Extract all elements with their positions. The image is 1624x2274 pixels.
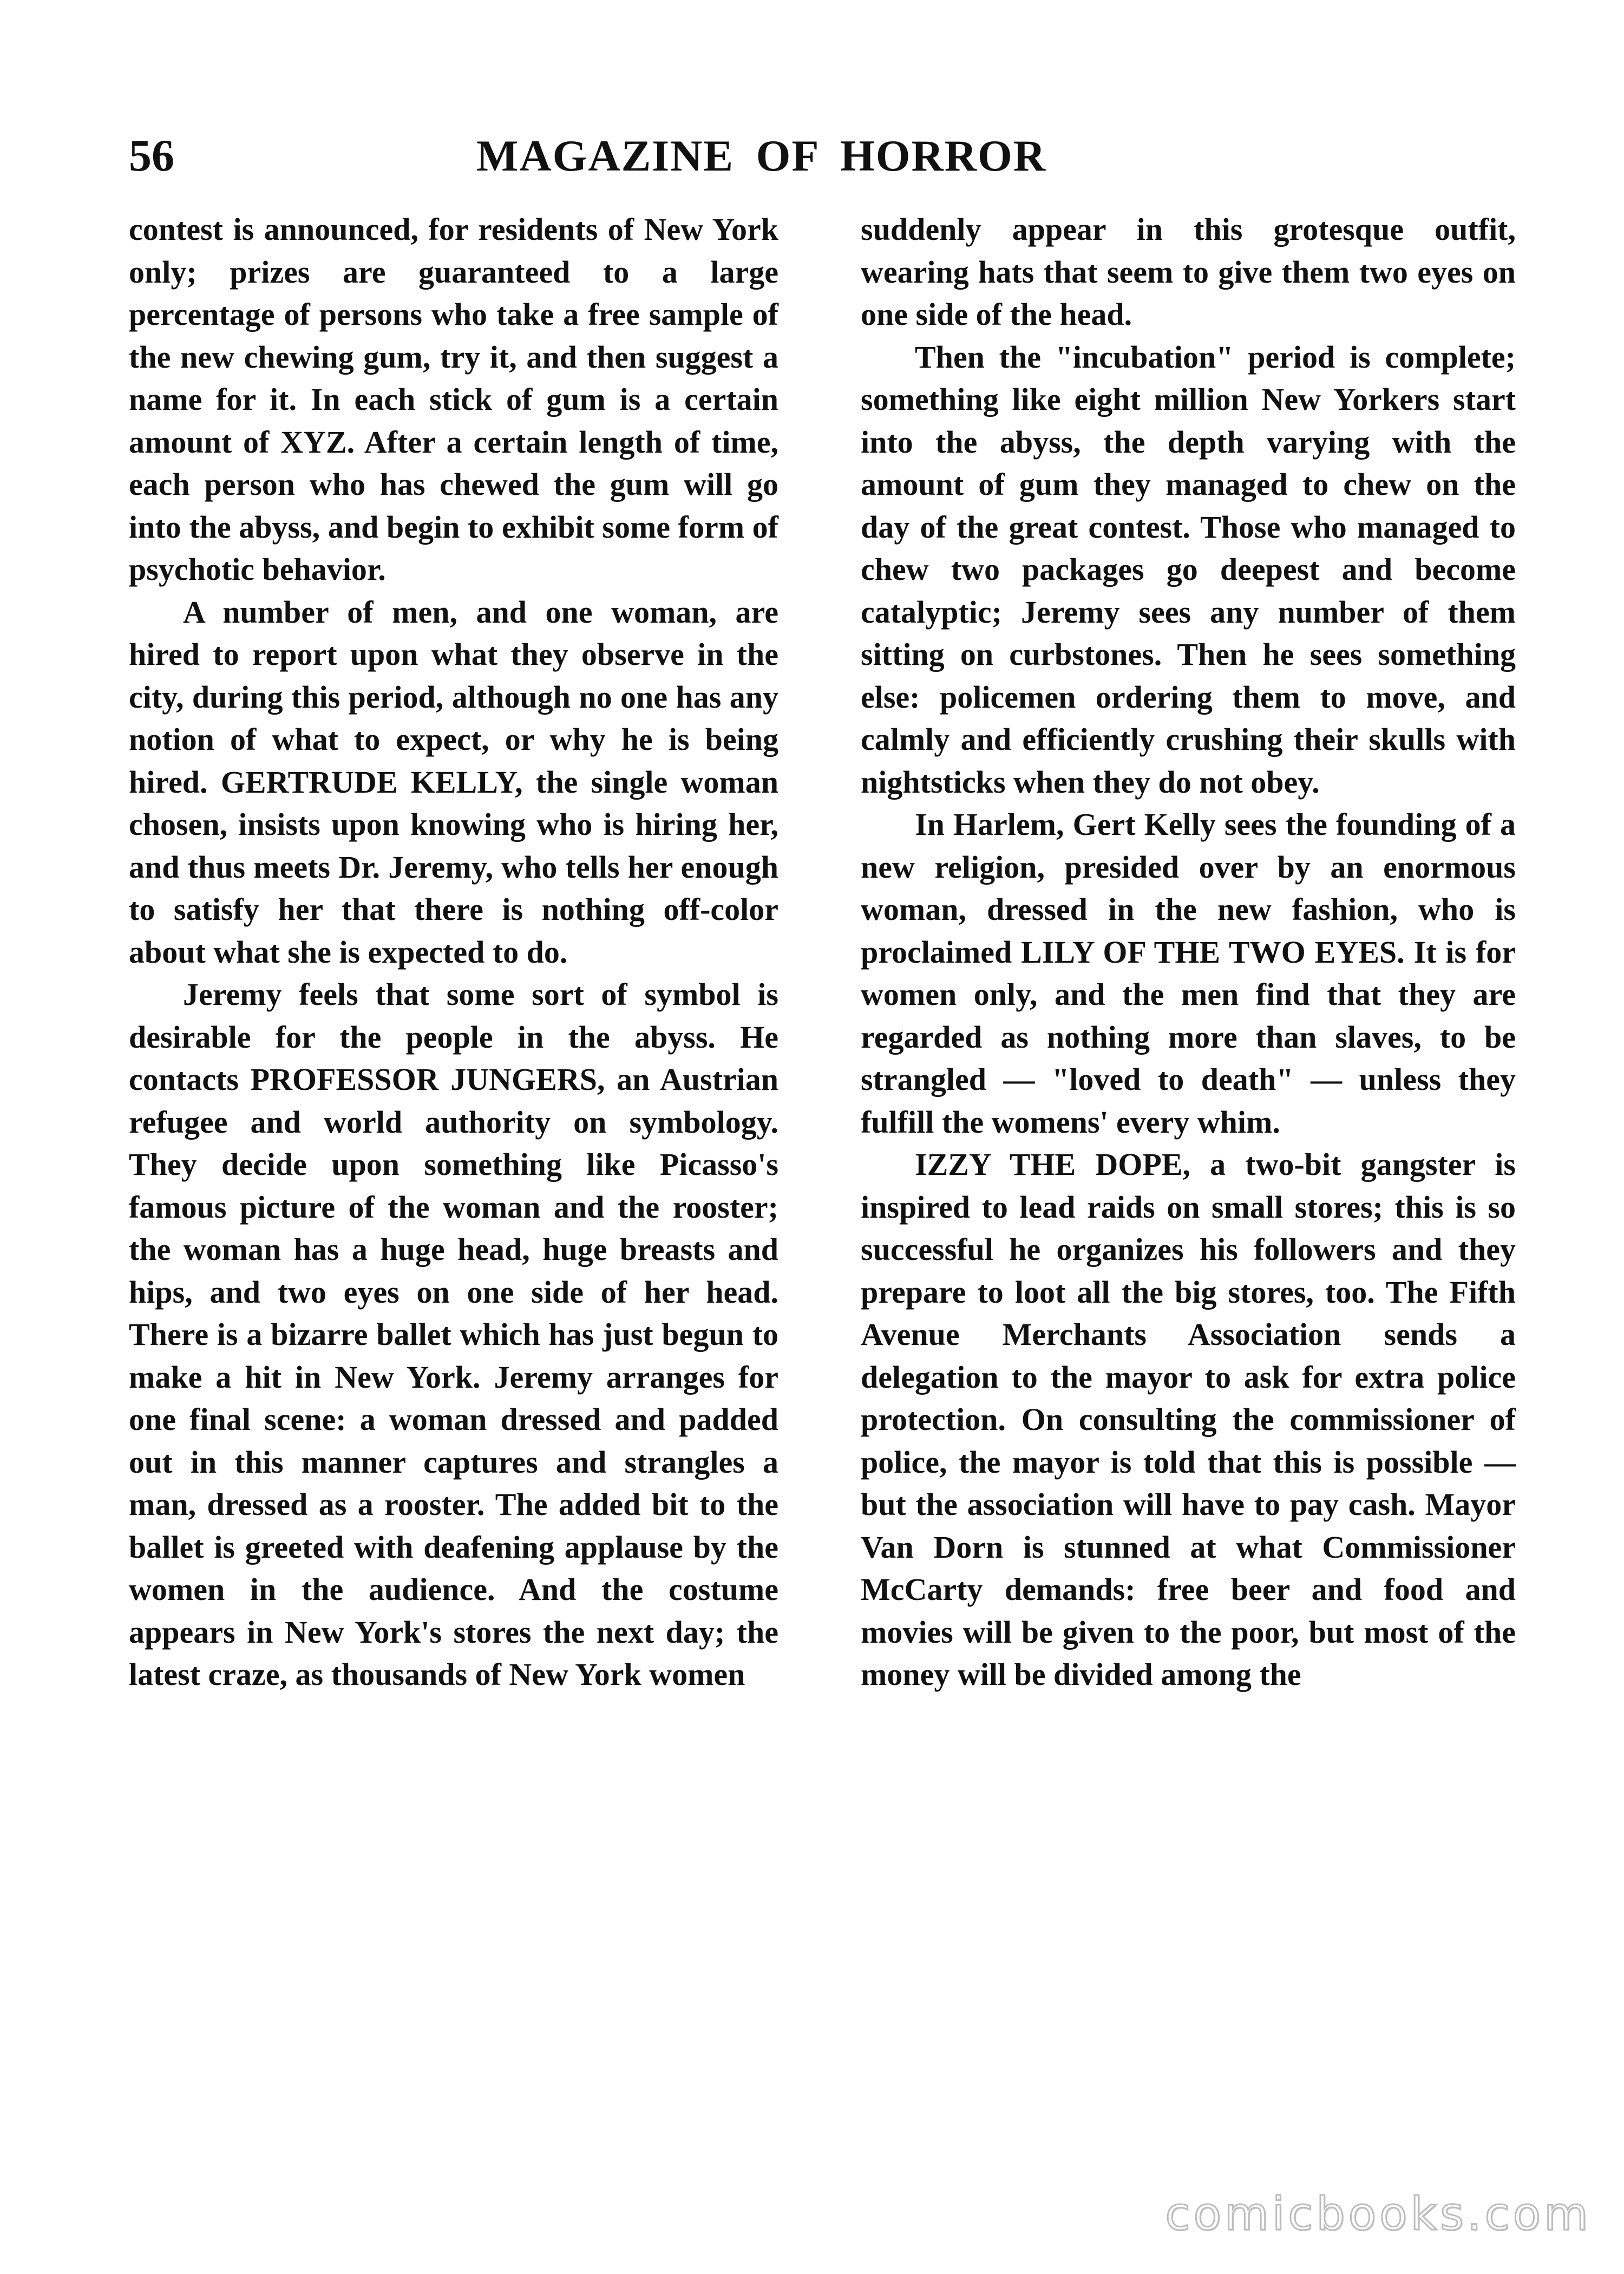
paragraph: Jeremy feels that some sort of symbol is desirable for the people in the abyss. He contacts PROFESSOR JUNGERS, an Austrian refugee and world authority on symbology. They decide upon something like Picasso's famous picture of the woman and the rooster; the woman has a huge head, huge breasts and hips, and two eyes on one side of her head. There is a bizarre ballet which has just begun to make a hit in New York. Jeremy arranges for one final scene: a woman dressed and padded out in this manner captures and strangles a man, dressed as a rooster. The added bit to the ballet is greeted with deafening applause by the women in the audience. And the costume appears in New York's stores the next day; the latest craze, as thousands of New York women [129,977,778,1692]
right-text-column [861,208,1516,1696]
watermark: comicbooks.com [1165,2187,1592,2240]
page-header [0,123,1624,188]
paragraph: contest is announced, for residents of New York only; prizes are guaranteed to a large percentage of persons who take a free sample of the new chewing gum, try it, and then suggest a name for it. In each stick of gum is a certain amount of XYZ. After a certain length of time, each person who has chewed the gum will go into the abyss, and begin to exhibit some form of psychotic behavior. [129,212,778,587]
paragraph: A number of men, and one woman, are hired to report upon what they observe in the city, during this period, although no one has any notion of what to expect, or why he is being hired. GERTRUDE KELLY, the single woman chosen, insists upon knowing who is hiring her, and thus meets Dr. Jeremy, who tells her enough to satisfy her that there is nothing off-color about what she is expected to do. [129,594,778,970]
paragraph: IZZY THE DOPE, a two-bit gangster is inspired to lead raids on small stores; this is so successful he organizes his followers and they prepare to loot all the big stores, too. The Fifth Avenue Merchants Association sends a delegation to the mayor to ask for extra police protection. On consulting the commissioner of police, the mayor is told that this is possible — but the association will have to pay cash. Mayor Van Dorn is stunned at what Commissioner McCarty demands: free beer and food and movies will be given to the poor, but most of the money will be divided among the [861,1147,1516,1692]
paragraph: In Harlem, Gert Kelly sees the founding of a new religion, presided over by an enormous woman, dressed in the new fashion, who is proclaimed LILY OF THE TWO EYES. It is for women only, and the men find that they are regarded as nothing more than slaves, to be strangled — "loved to death" — unless they fulfill the womens' every whim. [861,807,1516,1140]
paragraph: suddenly appear in this grotesque outfit, wearing hats that seem to give them two eyes on one side of the head. [861,212,1516,332]
running-title: MAGAZINE OF HORROR [476,131,1046,180]
page-number: 56 [129,130,174,181]
paragraph: Then the "incubation" period is complete; something like eight million New Yorkers start into the abyss, the depth varying with the amount of gum they managed to chew on the day of the great contest. Those who managed to chew two packages go deepest and become catalyptic; Jeremy sees any number of them sitting on curbstones. Then he sees something else: policemen ordering them to move, and calmly and efficiently crushing their skulls with nightsticks when they do not obey. [861,339,1516,800]
left-text-column [129,208,778,1696]
